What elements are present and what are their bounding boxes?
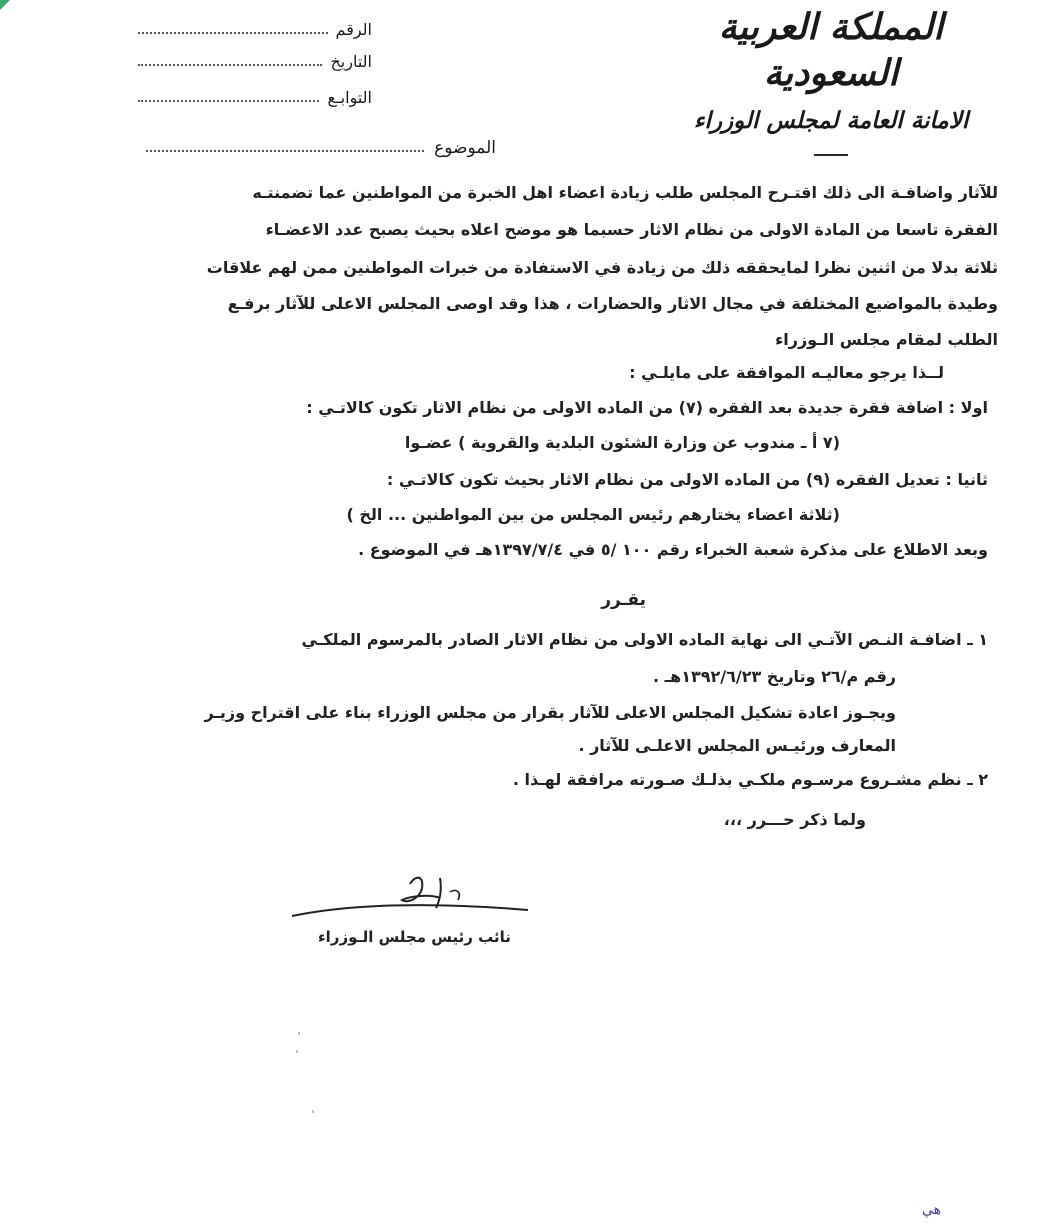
resolves-heading: يقـرر: [601, 590, 646, 610]
decision-line: ٢ ـ نظم مشـروع مرسـوم ملكـي بذلـك صـورته مرافقة لهـذا .: [512, 770, 988, 789]
subject-dotted-line: [146, 150, 424, 152]
signature-scribble-icon: [290, 870, 530, 930]
scan-speck: [298, 1032, 300, 1035]
letterhead-secretariat: الامانة العامة لمجلس الوزراء: [693, 107, 969, 134]
attachments-field: [138, 88, 372, 107]
attachments-dotted-line: [138, 99, 319, 102]
decision-line: رقم م/٢٦ وتاريخ ١٣٩٢/٦/٢٣هـ .: [652, 667, 896, 686]
letterhead-kingdom: المملكة العربية السعودية: [718, 6, 944, 94]
number-field: [138, 20, 372, 39]
body-line: وبعد الاطلاع على مذكرة شعبة الخبراء رقم ١٠٠ /٥ في ١٣٩٧/٧/٤هـ في الموضوع .: [358, 540, 988, 559]
subject-label: الموضوع: [434, 138, 496, 158]
body-line: ثانيا : تعديل الفقره (٩) من الماده الاولى من نظام الاثار بحيث تكون كالاتـي :: [386, 470, 988, 489]
subject-field: [146, 138, 496, 158]
date-label: التاريخ: [330, 52, 372, 71]
corner-mark: [0, 0, 10, 10]
scan-speck: [296, 1050, 298, 1053]
letterhead-rule: [814, 154, 848, 156]
scan-speck: [312, 1110, 314, 1113]
body-line: الطلب لمقام مجلس الـوزراء: [775, 330, 998, 349]
body-line: (٧ أ ـ مندوب عن وزارة الشئون البلدية والقروية ) عضـوا: [404, 433, 840, 452]
body-line: للآثار واضافـة الى ذلك اقتـرح المجلس طلب زيادة اعضاء اهل الخبرة من المواطنين عما تضمنتـه: [252, 183, 998, 202]
body-line: (ثلاثة اعضاء يختارهم رئيس المجلس من بين المواطنين ... الخ ): [346, 505, 840, 524]
number-dotted-line: [138, 31, 328, 34]
footer-mark: هي: [922, 1202, 942, 1218]
number-label: الرقم: [335, 20, 372, 39]
decision-line: ١ ـ اضافـة النـص الآتـي الى نهاية الماده الاولى من نظام الاثار الصادر بالمرسوم الملكـي: [301, 630, 988, 649]
attachments-label: التوابـع: [327, 88, 372, 107]
signer-title: نائب رئيس مجلس الـوزراء: [318, 928, 511, 946]
body-line: الفقرة تاسعا من المادة الاولى من نظام الاثار حسبما هو موضح اعلاه بحيث يصبح عدد الاعضـاء: [265, 220, 998, 239]
closing-line: ولما ذكر حـــرر ،،،: [723, 810, 866, 829]
date-field: [138, 52, 372, 71]
decision-line: المعارف ورئيـس المجلس الاعلـى للآثار .: [578, 736, 896, 755]
body-line: ثلاثة بدلا من اثنين نظرا لمايحققه ذلك من زيادة في الاستفادة من خبرات المواطنين ممن لهم علاقات: [206, 258, 998, 277]
date-dotted-line: [138, 63, 322, 66]
body-line: اولا : اضافة فقرة جديدة بعد الفقره (٧) من الماده الاولى من نظام الاثار تكون كالاتـي :: [306, 398, 988, 417]
body-line: وطيدة بالمواضيع المختلفة في مجال الاثار والحضارات ، هذا وقد اوصى المجلس الاعلى للآثار برفـع: [227, 294, 998, 313]
body-line: لــذا يرجو معاليـه الموافقة على مايلـي :: [629, 363, 944, 382]
decision-line: ويجـوز اعادة تشكيل المجلس الاعلى للآثار بقرار من مجلس الوزراء بناء على اقتراح وزيـر: [204, 703, 896, 722]
letterhead: [666, 4, 996, 156]
